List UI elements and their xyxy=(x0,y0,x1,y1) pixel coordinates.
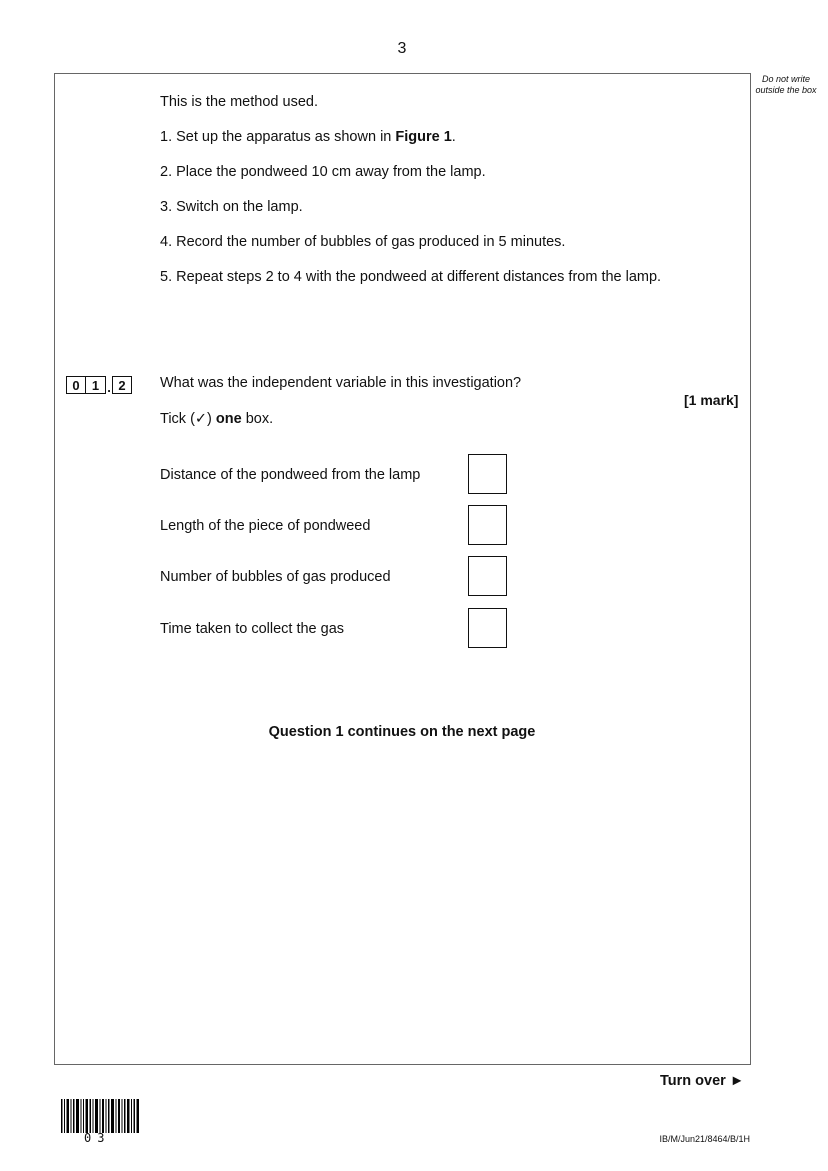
method-step-3: 3. Switch on the lamp. xyxy=(160,199,303,215)
answer-frame xyxy=(54,73,751,1065)
option-label-4: Time taken to collect the gas xyxy=(160,621,345,637)
page-number: 3 xyxy=(397,40,407,57)
instruction-suffix: box. xyxy=(241,411,274,427)
barcode-number: 03 xyxy=(84,1131,111,1145)
method-step-1-suffix: . xyxy=(451,129,456,145)
question-number xyxy=(66,374,132,395)
paper-reference: IB/M/Jun21/8464/B/1H xyxy=(659,1134,750,1144)
option-label-1: Distance of the pondweed from the lamp xyxy=(160,467,421,483)
margin-note: Do not write outside the box xyxy=(755,74,817,95)
barcode-icon xyxy=(61,1099,139,1133)
option-label-3: Number of bubbles of gas produced xyxy=(160,569,391,585)
option-checkbox-4[interactable] xyxy=(468,608,507,648)
option-checkbox-1[interactable] xyxy=(468,454,507,494)
option-label-2: Length of the piece of pondweed xyxy=(160,518,371,534)
method-step-5: 5. Repeat steps 2 to 4 with the pondweed at different distances from the lamp. xyxy=(160,269,662,285)
question-digit-2: 1 xyxy=(86,376,106,394)
instruction-bold: one xyxy=(215,411,242,427)
question-part-digit: 2 xyxy=(112,376,132,394)
question-text: What was the independent variable in this investigation? xyxy=(160,375,522,391)
method-intro: This is the method used. xyxy=(160,94,318,110)
question-instruction xyxy=(160,410,273,428)
method-step-2: 2. Place the pondweed 10 cm away from the lamp. xyxy=(160,164,486,180)
option-checkbox-2[interactable] xyxy=(468,505,507,545)
question-marks: [1 mark] xyxy=(684,392,739,408)
instruction-prefix: Tick (✓) xyxy=(160,411,216,427)
question-digit-1: 0 xyxy=(66,376,86,394)
figure-reference: Figure 1 xyxy=(395,129,452,145)
method-step-4: 4. Record the number of bubbles of gas produced in 5 minutes. xyxy=(160,234,566,250)
continue-note: Question 1 continues on the next page xyxy=(268,724,536,740)
method-step-1-text: 1. Set up the apparatus as shown in xyxy=(160,129,396,145)
turn-over-label: Turn over ► xyxy=(660,1073,745,1089)
method-step-1 xyxy=(160,128,456,146)
option-checkbox-3[interactable] xyxy=(468,556,507,596)
question-dot: . xyxy=(107,380,111,395)
